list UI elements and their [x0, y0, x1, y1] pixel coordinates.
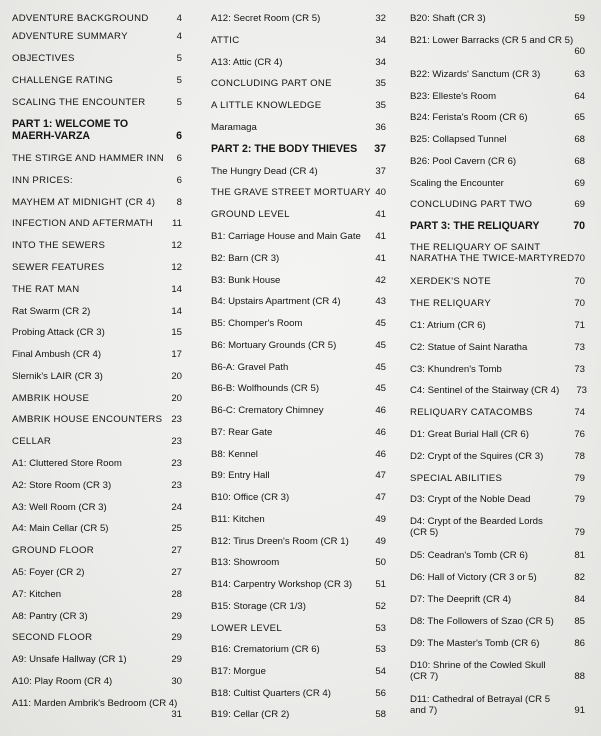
toc-page-number: 35 [375, 100, 386, 111]
toc-entry[interactable] [410, 342, 585, 353]
toc-page-number: 36 [375, 122, 386, 133]
toc-entry-label: B1: Carriage House and Main Gate [211, 231, 361, 242]
toc-page-number: 53 [375, 623, 386, 634]
toc-entry[interactable] [410, 594, 585, 605]
toc-page-number: 73 [574, 342, 585, 353]
toc-entry-label: CHALLENGE RATING [12, 75, 114, 86]
toc-page-number: 76 [574, 429, 585, 440]
toc-page-number: 70 [574, 253, 585, 264]
toc-entry-label: THE RELIQUARY OF SAINT NARATHA THE TWICE-MARTYRED [410, 242, 575, 264]
toc-entry-label: GROUND LEVEL [211, 209, 290, 220]
toc-page-number: 54 [375, 666, 386, 677]
toc-part-heading[interactable] [211, 143, 386, 155]
toc-page-number: 51 [375, 579, 386, 590]
toc-entry-label: D4: Crypt of the Bearded Lords (CR 5) [410, 516, 543, 538]
toc-entry[interactable] [211, 13, 386, 24]
toc-entry-label: Probing Attack (CR 3) [12, 327, 105, 338]
toc-entry[interactable] [12, 523, 182, 534]
toc-entry-label: B6-B: Wolfhounds (CR 5) [211, 383, 320, 394]
toc-entry[interactable] [211, 275, 386, 286]
toc-entry-label: B11: Kitchen [211, 514, 265, 525]
toc-entry-label: GROUND FLOOR [12, 545, 94, 556]
toc-page-number: 70 [574, 276, 585, 287]
toc-entry-label: B2: Barn (CR 3) [211, 253, 280, 264]
toc-entry-label: A9: Unsafe Hallway (CR 1) [12, 654, 127, 665]
toc-entry-label: PART 3: THE RELIQUARY [410, 220, 540, 232]
toc-entry[interactable] [410, 298, 585, 309]
toc-entry-label: LOWER LEVEL [211, 623, 283, 634]
toc-page-number: 5 [176, 75, 182, 86]
toc-entry[interactable] [12, 31, 182, 42]
toc-page-number: 81 [574, 550, 585, 561]
toc-page-number: 58 [375, 709, 386, 720]
toc-entry[interactable] [211, 470, 386, 481]
toc-entry-label: THE RAT MAN [12, 284, 80, 295]
toc-entry[interactable] [12, 502, 182, 513]
toc-entry-label: B16: Crematorium (CR 6) [211, 644, 320, 655]
toc-entry-label: B18: Cultist Quarters (CR 4) [211, 688, 331, 699]
toc-entry-label: A11: Marden Ambrik's Bedroom (CR 4) [12, 698, 178, 709]
toc-entry[interactable] [12, 97, 182, 108]
toc-entry-label: C4: Sentinel of the Stairway (CR 4) [410, 385, 560, 396]
toc-entry-label: MAYHEM AT MIDNIGHT (CR 4) [12, 197, 156, 208]
toc-entry-label: A1: Cluttered Store Room [12, 458, 122, 469]
toc-entry[interactable] [12, 349, 182, 360]
toc-entry-label: D11: Cathedral of Betrayal (CR 5 and 7) [410, 694, 551, 716]
toc-entry[interactable] [410, 616, 585, 627]
toc-page-number: 88 [574, 671, 585, 682]
toc-page-number: 34 [375, 57, 386, 68]
toc-entry-label: PART 2: THE BODY THIEVES [211, 143, 358, 155]
toc-entry-label: A8: Pantry (CR 3) [12, 611, 88, 622]
toc-entry-label: D6: Hall of Victory (CR 3 or 5) [410, 572, 537, 583]
toc-page-number: 47 [375, 470, 386, 481]
toc-entry[interactable] [410, 13, 585, 24]
toc-page-number: 49 [375, 536, 386, 547]
toc-entry-label: B20: Shaft (CR 3) [410, 13, 486, 24]
toc-page-number: 79 [574, 527, 585, 538]
toc-entry-label: ADVENTURE BACKGROUND [12, 13, 149, 24]
toc-entry-label: B26: Pool Cavern (CR 6) [410, 156, 517, 167]
toc-entry-label: B15: Storage (CR 1/3) [211, 601, 306, 612]
toc-page-number: 45 [375, 340, 386, 351]
toc-page-number: 12 [171, 262, 182, 273]
toc-entry[interactable] [12, 458, 182, 469]
toc-entry-label: C2: Statue of Saint Naratha [410, 342, 528, 353]
toc-entry[interactable] [410, 407, 585, 418]
toc-page-number: 14 [171, 284, 182, 295]
toc-page-number: 91 [574, 705, 585, 716]
toc-page-number: 70 [573, 220, 585, 232]
toc-page-number: 37 [374, 143, 386, 155]
toc-entry-label: C1: Atrium (CR 6) [410, 320, 486, 331]
toc-page-number: 78 [574, 451, 585, 462]
toc-entry[interactable] [410, 473, 585, 484]
toc-entry-label: A12: Secret Room (CR 5) [211, 13, 321, 24]
toc-entry-label: A7: Kitchen [12, 589, 62, 600]
toc-entry-label: B25: Collapsed Tunnel [410, 134, 507, 145]
toc-entry[interactable] [12, 654, 182, 665]
toc-entry-label: B17: Morgue [211, 666, 266, 677]
toc-page-number: 46 [375, 405, 386, 416]
toc-entry-label: XERDEK'S NOTE [410, 276, 491, 287]
toc-entry[interactable] [211, 536, 386, 547]
toc-entry-label: AMBRIK HOUSE ENCOUNTERS [12, 414, 163, 425]
toc-entry-label: Final Ambush (CR 4) [12, 349, 102, 360]
toc-page-number: 86 [574, 638, 585, 649]
toc-page-number: 30 [171, 676, 182, 687]
toc-entry[interactable] [12, 589, 182, 600]
toc-entry[interactable] [211, 35, 386, 46]
toc-entry[interactable] [12, 197, 182, 208]
toc-entry-label: INTO THE SEWERS [12, 240, 106, 251]
toc-page-number: 63 [574, 69, 585, 80]
toc-entry-label: A10: Play Room (CR 4) [12, 676, 113, 687]
toc-entry-label: A LITTLE KNOWLEDGE [211, 100, 322, 111]
toc-entry-label: D2: Crypt of the Squires (CR 3) [410, 451, 544, 462]
toc-entry[interactable] [211, 449, 386, 460]
toc-entry-label: INFECTION AND AFTERMATH [12, 218, 154, 229]
toc-page-number: 56 [375, 688, 386, 699]
toc-page-number: 68 [574, 156, 585, 167]
toc-entry-label: INN PRICES: [12, 175, 73, 186]
toc-entry-label: SPECIAL ABILITIES [410, 473, 503, 484]
toc-entry[interactable] [211, 340, 386, 351]
toc-entry[interactable] [12, 13, 182, 24]
toc-entry[interactable] [410, 242, 585, 264]
toc-page-number: 23 [171, 436, 182, 447]
toc-page-number: 65 [574, 112, 585, 123]
toc-page-number: 20 [171, 393, 182, 404]
toc-entry[interactable] [410, 638, 585, 649]
toc-entry-label: B7: Rear Gate [211, 427, 273, 438]
toc-entry[interactable] [12, 545, 182, 556]
toc-entry-label: THE RELIQUARY [410, 298, 492, 309]
toc-entry[interactable] [12, 327, 182, 338]
toc-entry-label: B10: Office (CR 3) [211, 492, 290, 503]
toc-page-number: 29 [171, 654, 182, 665]
toc-page-number: 47 [375, 492, 386, 503]
toc-entry-label: B12: Tirus Dreen's Room (CR 1) [211, 536, 349, 547]
toc-page-number: 27 [171, 545, 182, 556]
toc-entry-label: C3: Khundren's Tomb [410, 364, 502, 375]
toc-entry[interactable] [12, 567, 182, 578]
toc-entry[interactable] [410, 178, 585, 189]
toc-entry[interactable] [410, 320, 585, 331]
toc-entry-label: B4: Upstairs Apartment (CR 4) [211, 296, 341, 307]
toc-entry-label: B19: Cellar (CR 2) [211, 709, 290, 720]
toc-entry[interactable] [410, 276, 585, 287]
toc-entry[interactable] [211, 688, 386, 699]
toc-page-number: 12 [171, 240, 182, 251]
toc-page-number: 15 [171, 327, 182, 338]
toc-page-number: 45 [375, 318, 386, 329]
toc-entry[interactable] [12, 306, 182, 317]
toc-entry[interactable] [211, 122, 386, 133]
toc-page-number: 27 [171, 567, 182, 578]
toc-entry-label: B24: Ferista's Room (CR 6) [410, 112, 528, 123]
toc-entry-label: B8: Kennel [211, 449, 258, 460]
toc-page-number: 4 [176, 31, 182, 42]
toc-page-number: 64 [574, 91, 585, 102]
toc-entry-label: A5: Foyer (CR 2) [12, 567, 85, 578]
toc-page-number: 85 [574, 616, 585, 627]
toc-entry-label: Maramaga [211, 122, 257, 133]
toc-entry-label: B13: Showroom [211, 557, 280, 568]
toc-entry[interactable] [410, 35, 585, 57]
toc-page-number: 20 [171, 371, 182, 382]
toc-page-number: 6 [176, 175, 182, 186]
toc-page-number: 35 [375, 78, 386, 89]
toc-page-number: 24 [171, 502, 182, 513]
toc-entry-label: B3: Bunk House [211, 275, 281, 286]
toc-entry[interactable] [12, 262, 182, 273]
toc-entry[interactable] [211, 709, 386, 720]
toc-page-number: 6 [176, 130, 182, 142]
toc-entry[interactable] [12, 480, 182, 491]
toc-entry-label: Rat Swarm (CR 2) [12, 306, 91, 317]
toc-entry-label: SEWER FEATURES [12, 262, 105, 273]
toc-page-number: 14 [171, 306, 182, 317]
toc-entry-label: B22: Wizards' Sanctum (CR 3) [410, 69, 541, 80]
toc-page-number: 45 [375, 362, 386, 373]
toc-entry[interactable] [410, 364, 585, 375]
toc-entry[interactable] [12, 698, 182, 720]
toc-entry[interactable] [211, 100, 386, 111]
toc-page-number: 6 [176, 153, 182, 164]
toc-entry[interactable] [410, 91, 585, 102]
toc-entry-label: B6-A: Gravel Path [211, 362, 289, 373]
toc-entry-label: SCALING THE ENCOUNTER [12, 97, 146, 108]
toc-page-number: 4 [176, 13, 182, 24]
toc-entry-label: B9: Entry Hall [211, 470, 270, 481]
toc-page-number: 79 [574, 473, 585, 484]
toc-entry[interactable] [211, 253, 386, 264]
toc-page-number: 45 [375, 383, 386, 394]
toc-entry-label: B23: Elleste's Room [410, 91, 497, 102]
toc-entry-label: D1: Great Burial Hall (CR 6) [410, 429, 529, 440]
toc-entry[interactable] [211, 557, 386, 568]
toc-entry[interactable] [12, 632, 182, 643]
toc-entry-label: SECOND FLOOR [12, 632, 93, 643]
toc-page-number: 43 [375, 296, 386, 307]
toc-entry-label: D7: The Deeprift (CR 4) [410, 594, 512, 605]
toc-page-number: 17 [171, 349, 182, 360]
toc-entry[interactable] [211, 427, 386, 438]
toc-entry-label: B6: Mortuary Grounds (CR 5) [211, 340, 337, 351]
toc-entry[interactable] [410, 451, 585, 462]
toc-page-number: 73 [576, 385, 587, 396]
toc-entry[interactable] [410, 112, 585, 123]
toc-page-number: 34 [375, 35, 386, 46]
toc-entry-label: D9: The Master's Tomb (CR 6) [410, 638, 540, 649]
toc-entry[interactable] [410, 134, 585, 145]
toc-entry[interactable] [211, 601, 386, 612]
toc-page-number: 28 [171, 589, 182, 600]
toc-entry-label: D3: Crypt of the Noble Dead [410, 494, 531, 505]
toc-entry[interactable] [410, 550, 585, 561]
toc-page-number: 59 [574, 13, 585, 24]
toc-entry-label: PART 1: WELCOME TO MAERH-VARZA [12, 118, 129, 142]
toc-entry-label: A13: Attic (CR 4) [211, 57, 283, 68]
toc-entry[interactable] [410, 385, 585, 396]
toc-entry-label: RELIQUARY CATACOMBS [410, 407, 533, 418]
toc-entry-label: B14: Carpentry Workshop (CR 3) [211, 579, 353, 590]
toc-entry-label: B5: Chomper's Room [211, 318, 303, 329]
toc-page-number: 5 [176, 97, 182, 108]
toc-entry[interactable] [211, 666, 386, 677]
toc-entry[interactable] [211, 514, 386, 525]
toc-page-number: 69 [574, 178, 585, 189]
toc-entry-label: A2: Store Room (CR 3) [12, 480, 112, 491]
toc-page-number: 11 [172, 218, 182, 229]
toc-entry[interactable] [211, 362, 386, 373]
toc-page-number: 69 [574, 199, 585, 210]
toc-page-number: 49 [375, 514, 386, 525]
toc-page-number: 79 [574, 494, 585, 505]
toc-entry[interactable] [410, 156, 585, 167]
toc-page-number: 50 [375, 557, 386, 568]
toc-entry[interactable] [12, 284, 182, 295]
toc-part-heading[interactable] [410, 220, 585, 232]
toc-entry[interactable] [410, 516, 585, 538]
toc-entry[interactable] [211, 644, 386, 655]
toc-page-number: 82 [574, 572, 585, 583]
toc-entry[interactable] [410, 660, 585, 682]
toc-page-number: 23 [171, 458, 182, 469]
toc-page-number: 84 [574, 594, 585, 605]
toc-page-number: 53 [375, 644, 386, 655]
toc-entry[interactable] [211, 405, 386, 416]
toc-entry[interactable] [410, 199, 585, 210]
toc-page-number: 46 [375, 427, 386, 438]
toc-entry-label: Scaling the Encounter [410, 178, 504, 189]
toc-entry-label: Slernik's LAIR (CR 3) [12, 371, 103, 382]
toc-entry-label: CONCLUDING PART ONE [211, 78, 332, 89]
toc-entry[interactable] [410, 69, 585, 80]
toc-entry[interactable] [410, 572, 585, 583]
toc-entry-label: AMBRIK HOUSE [12, 393, 90, 404]
toc-entry-label: ATTIC [211, 35, 240, 46]
toc-entry[interactable] [12, 611, 182, 622]
toc-entry[interactable] [211, 296, 386, 307]
toc-entry[interactable] [211, 383, 386, 394]
toc-entry[interactable] [211, 231, 386, 242]
toc-page-number: 29 [171, 632, 182, 643]
toc-page-number: 8 [176, 197, 182, 208]
toc-page-number: 41 [375, 231, 386, 242]
toc-page-number: 23 [171, 414, 182, 425]
toc-entry[interactable] [12, 240, 182, 251]
toc-part-heading[interactable] [12, 118, 182, 142]
toc-entry-label: THE STIRGE AND HAMMER INN [12, 153, 164, 164]
toc-entry-label: CONCLUDING PART TWO [410, 199, 533, 210]
toc-page-number: 70 [574, 298, 585, 309]
toc-entry-label: CELLAR [12, 436, 52, 447]
toc-entry[interactable] [211, 623, 386, 634]
toc-entry-label: D8: The Followers of Szao (CR 5) [410, 616, 554, 627]
toc-entry[interactable] [211, 579, 386, 590]
toc-entry-label: THE GRAVE STREET MORTUARY [211, 187, 371, 198]
toc-entry-label: B21: Lower Barracks (CR 5 and CR 5) [410, 35, 574, 46]
toc-entry-label: D5: Ceadran's Tomb (CR 6) [410, 550, 528, 561]
toc-page-number: 23 [171, 480, 182, 491]
toc-entry[interactable] [12, 75, 182, 86]
toc-entry-label: ADVENTURE SUMMARY [12, 31, 128, 42]
toc-page-number: 41 [375, 209, 386, 220]
toc-entry[interactable] [410, 429, 585, 440]
toc-page-number: 74 [574, 407, 585, 418]
toc-entry[interactable] [211, 166, 386, 177]
toc-page-number: 40 [375, 187, 386, 198]
toc-page-number: 41 [375, 253, 386, 264]
toc-entry[interactable] [410, 494, 585, 505]
toc-entry-label: The Hungry Dead (CR 4) [211, 166, 318, 177]
toc-entry[interactable] [12, 676, 182, 687]
toc-entry[interactable] [12, 371, 182, 382]
toc-page-number: 52 [375, 601, 386, 612]
toc-page-number: 37 [375, 166, 386, 177]
toc-page-number: 68 [574, 134, 585, 145]
toc-entry[interactable] [12, 436, 182, 447]
toc-entry[interactable] [12, 175, 182, 186]
toc-entry[interactable] [12, 53, 182, 64]
toc-entry[interactable] [211, 318, 386, 329]
toc-page-number: 46 [375, 449, 386, 460]
toc-entry-label: D10: Shrine of the Cowled Skull (CR 7) [410, 660, 546, 682]
toc-entry[interactable] [12, 153, 182, 164]
toc-entry[interactable] [410, 694, 585, 716]
toc-page-number: 42 [375, 275, 386, 286]
toc-entry-label: A3: Well Room (CR 3) [12, 502, 107, 513]
toc-page-number: 29 [171, 611, 182, 622]
toc-entry[interactable] [12, 393, 182, 404]
toc-page-number: 73 [574, 364, 585, 375]
toc-page-number: 31 [171, 709, 182, 720]
toc-page-number: 5 [176, 53, 182, 64]
toc-entry[interactable] [12, 218, 182, 229]
toc-page-number: 60 [574, 46, 585, 57]
toc-entry[interactable] [211, 78, 386, 89]
toc-entry[interactable] [211, 492, 386, 503]
toc-page-number: 32 [375, 13, 386, 24]
toc-entry-label: A4: Main Cellar (CR 5) [12, 523, 109, 534]
toc-entry[interactable] [211, 57, 386, 68]
toc-entry[interactable] [12, 414, 182, 425]
toc-entry[interactable] [211, 209, 386, 220]
toc-entry-label: OBJECTIVES [12, 53, 75, 64]
toc-page-number: 71 [574, 320, 585, 331]
toc-entry-label: B6-C: Crematory Chimney [211, 405, 324, 416]
toc-page-number: 25 [171, 523, 182, 534]
toc-entry[interactable] [211, 187, 386, 198]
